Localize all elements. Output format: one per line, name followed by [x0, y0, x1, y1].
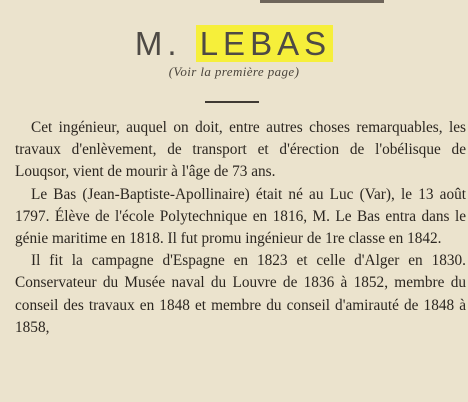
title-highlighted-name: LEBAS — [196, 25, 333, 62]
article-subtitle: (Voir la première page) — [168, 64, 300, 79]
top-rule — [260, 0, 384, 3]
paragraph: Il fit la campagne d'Espagne en 1823 et celle d'Alger en 1830. Conservateur du Musée naval du Louvre de 1836 à 1852, membre du conseil des travaux en 1848 et membre du conseil d'amirauté de 1848 à 1858, — [15, 252, 466, 336]
article-title — [0, 24, 468, 64]
title-prefix: M. — [134, 25, 196, 62]
paragraph: Cet ingénieur, auquel on doit, entre autres choses remarquables, les travaux d'enlèvement, de transport et d'érection de l'obélisque de Louqsor, vient de mourir à l'âge de 73 ans. — [15, 119, 466, 181]
separator-rule — [205, 101, 259, 103]
article-body — [15, 117, 466, 339]
paragraph: Le Bas (Jean-Baptiste-Apollinaire) était né au Luc (Var), le 13 août 1797. Élève de l'école Polytechnique en 1816, M. Le Bas entra dans le génie maritime en 1818. Il fut promu ingénieur de 1re classe en 1842. — [15, 185, 466, 248]
